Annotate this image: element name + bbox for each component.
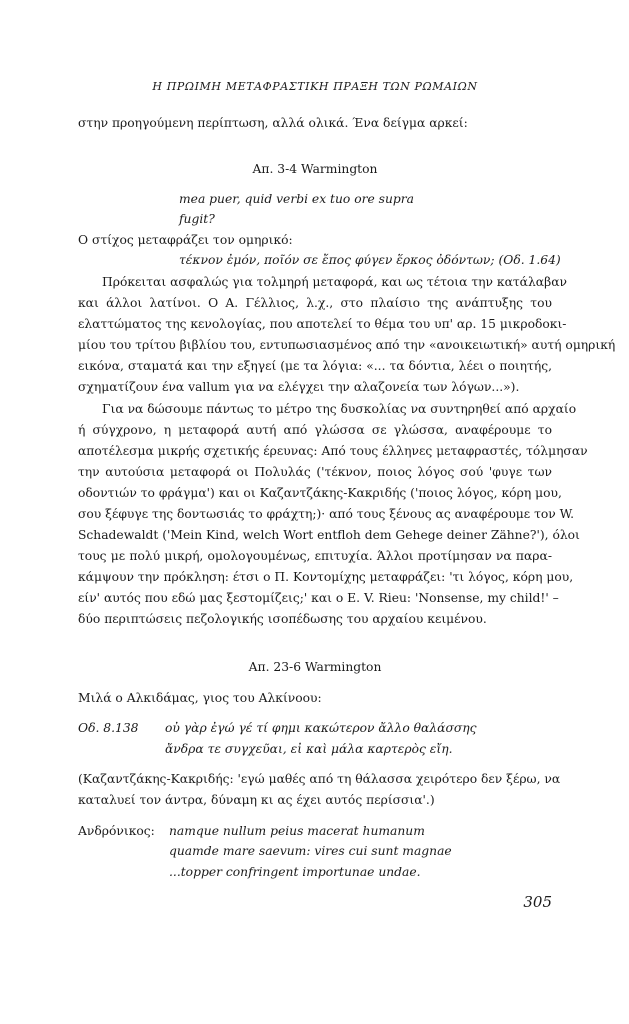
paragraph-line: την αυτούσια μεταφορά οι Πολυλάς ('τέκνον, ποιος λόγος σού 'φυγε των <box>78 465 552 479</box>
running-header: Η ΠΡΩΙΜΗ ΜΕΤΑΦΡΑΣΤΙΚΗ ΠΡΑΞΗ ΤΩΝ ΡΩΜΑΙΩΝ <box>152 80 478 93</box>
paragraph-line: τους με πολύ μικρή, ομολογουμένως, επιτυχία. Άλλοι προτίμησαν να παρα- <box>78 549 552 563</box>
translation-line: καταλυεί τον άντρα, δύναμη κι ας έχει αυτός περίσσια'.) <box>78 793 435 807</box>
latin-verse-line: ...topper confringent importunae undae. <box>169 865 421 879</box>
page-number: 305 <box>523 893 552 911</box>
paragraph-line: σχηματίζουν ένα vallum για να ελέγχει την αλαζονεία των λόγων...»). <box>78 380 520 394</box>
paragraph-line: Schadewaldt ('Mein Kind, welch Wort entfloh dem Gehege deiner Zähne?'), όλοι <box>78 528 580 542</box>
paragraph-line: Για να δώσουμε πάντως το μέτρο της δυσκολίας να συντηρηθεί από αρχαίο <box>102 402 577 416</box>
translation-line: (Καζαντζάκης-Κακριδής: 'εγώ μαθές από τη θάλασσα χειρότερο δεν ξέρω, να <box>78 772 561 786</box>
paragraph-line: Πρόκειται ασφαλώς για τολμηρή μεταφορά, και ως τέτοια την κατάλαβαν <box>102 275 567 289</box>
latin-verse-line: namque nullum peius macerat humanum <box>169 824 425 838</box>
intro-line: στην προηγούμενη περίπτωση, αλλά ολικά. Ένα δείγμα αρκεί: <box>78 116 468 130</box>
paragraph-line: αποτέλεσμα μικρής σχετικής έρευνας: Από τους έλληνες μεταφραστές, τόλμησαν <box>78 444 588 458</box>
paragraph-line: κάμψουν την πρόκληση: έτσι ο Π. Κοντομίχης μεταφράζει: 'τι λόγος, κόρη μου, <box>78 570 574 584</box>
greek-verse-line: οὐ γὰρ ἐγώ γέ τί φημι κακώτερον ἄλλο θαλάσσης <box>165 721 477 735</box>
greek-verse-line: τέκνον ἐμόν, ποῖόν σε ἔπος φύγεν ἕρκος ὀδόντων; (Οδ. 1.64) <box>179 253 561 267</box>
andronicus-label: Ανδρόνικος: <box>78 824 155 838</box>
paragraph-line: δύο περιπτώσεις πεζολογικής ισοπέδωσης του αρχαίου κειμένου. <box>78 612 487 626</box>
latin-verse-line: mea puer, quid verbi ex tuo ore supra <box>179 192 414 206</box>
latin-verse-line: fugit? <box>179 212 215 226</box>
paragraph-line: ή σύγχρονο, η μεταφορά αυτή από γλώσσα σε γλώσσα, αναφέρουμε το <box>78 423 552 437</box>
section-heading-2: Απ. 23-6 Warmington <box>248 660 382 674</box>
paragraph-line: μίου του τρίτου βιβλίου του, εντυπωσιασμένος από την «ανοικειωτική» αυτή ομηρική <box>78 338 616 352</box>
paragraph-line: και άλλοι λατίνοι. Ο Α. Γέλλιος, λ.χ., στο πλαίσιο της ανάπτυξης του <box>78 296 552 310</box>
greek-verse-reference: Οδ. 8.138 <box>78 721 139 735</box>
body-line: Μιλά ο Αλκιδάμας, γιος του Αλκίνοου: <box>78 691 322 705</box>
section-heading-1: Απ. 3-4 Warmington <box>252 162 378 176</box>
greek-verse-line: ἄνδρα τε συγχεῦαι, εἰ καὶ μάλα καρτερὸς εἴη. <box>165 742 453 756</box>
paragraph-line: είν' αυτός που εδώ μας ξεστομίζεις;' και ο E. V. Rieu: 'Nonsense, my child!' – <box>78 591 559 605</box>
body-line: Ο στίχος μεταφράζει τον ομηρικό: <box>78 233 293 247</box>
latin-verse-line: quamde mare saevum: vires cui sunt magnae <box>169 844 452 858</box>
paragraph-line: οδοντιών το φράγμα') και οι Καζαντζάκης-Κακριδής ('ποιος λόγος, κόρη μου, <box>78 486 562 500</box>
paragraph-line: εικόνα, σταματά και την εξηγεί (με τα λόγια: «... τα δόντια, λέει ο ποιητής, <box>78 359 552 373</box>
paragraph-line: ελαττώματος της κενολογίας, που αποτελεί το θέμα του υπ' αρ. 15 μικροδοκι- <box>78 317 567 331</box>
paragraph-line: σου ξέφυγε της δοντωσιάς το φράχτη;)· από τους ξένους ας αναφέρουμε τον W. <box>78 507 575 521</box>
